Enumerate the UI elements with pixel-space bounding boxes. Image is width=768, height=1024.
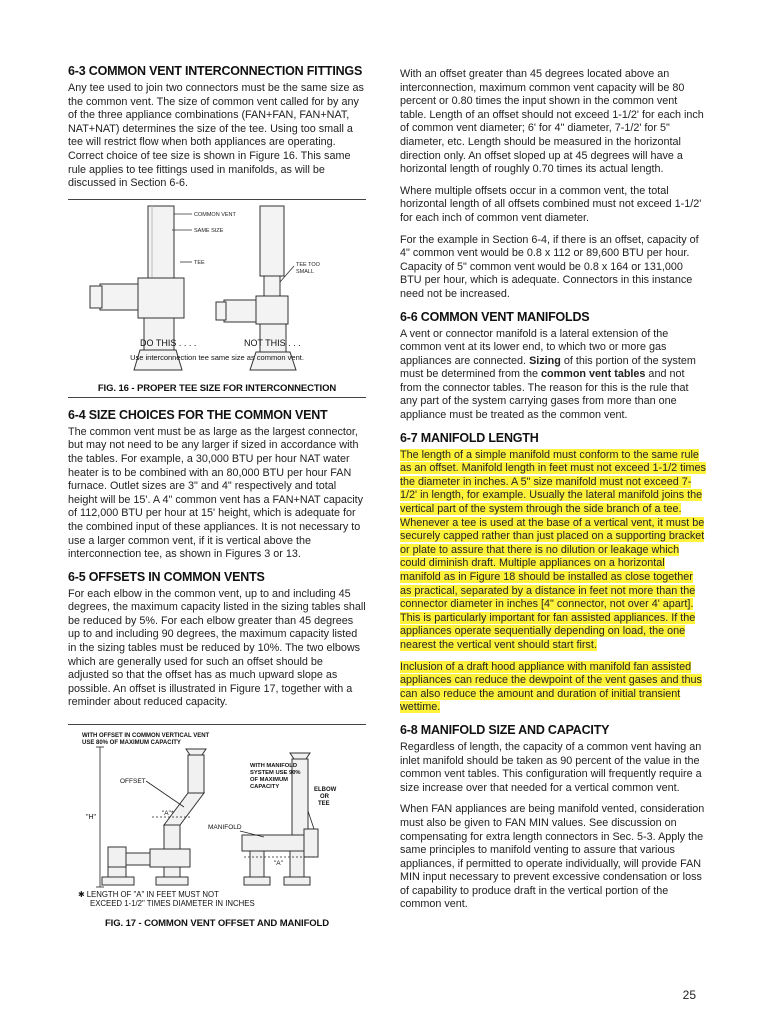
section-6-8-heading: 6-8 MANIFOLD SIZE AND CAPACITY [400, 722, 610, 737]
fig17-note-line2: EXCEED 1-1/2" TIMES DIAMETER IN INCHES [90, 899, 255, 909]
fig16-do-this: DO THIS . . . . [140, 337, 197, 348]
fig17-title-line1: WITH OFFSET IN COMMON VERTICAL VENT [82, 733, 210, 740]
figure-16-caption: FIG. 16 - PROPER TEE SIZE FOR INTERCONNECTION [97, 382, 337, 394]
fig16-not-this: NOT THIS . . . [244, 337, 301, 348]
page-number: 25 [682, 988, 696, 1002]
figure-16-bottom-rule [68, 397, 366, 398]
section-6-5-heading: 6-5 OFFSETS IN COMMON VENTS [68, 569, 265, 584]
left-column [68, 64, 366, 929]
fig16-label-tee-too: TEE TOO [296, 261, 320, 268]
fig17-label-offset: OFFSET [120, 778, 146, 786]
fig17-label-elbow: ELBOW [314, 787, 337, 794]
fig17-label-manifold: MANIFOLD [208, 824, 242, 832]
highlight-6-7-p1: The length of a simple manifold must conform to the same rule as an offset. Manifold length in feet must not exceed 1-1/2 times the diameter in inches. A 5" size manifold must not exceed 7-1/2' in length, for example. Usually the lateral manifold joins the vertical part of the system through the side branch of a tee. Whenever a tee is used at the base of a vertical vent, it must be securely capped rather than just placed on a supporting bracket or plate to assure that there is no dilution or leakage which could diminish draft. Multiple appliances on a horizontal manifold as in Figure 18 should be installed as close together as practical, separated by a distance in feet not more than the connector diameter in inches [4" connector, not over 4' apart]. This is particularly important for fan assisted appliances. If the appliances operate sequentially depending on load, the one nearest the vertical vent should start first. [400, 448, 706, 651]
fig16-label-tee: TEE [194, 259, 205, 266]
section-6-5-body: For each elbow in the common vent, up to and including 45 degrees, the maximum capacity listed in the sizing tables shall be reduced by 5%. For each elbow greater than 45 degrees up to and including 90 degrees, the maximum capacity listed in the sizing tables must be reduced by 10%. The two elbows which are generally used for such an offset should be adjusted so that the offset has as much upward slope as possible. An offset is illustrated in Figure 17, together with a reminder about reduced capacity. [68, 587, 366, 709]
section-6-8-p1: Regardless of length, the capacity of a common vent having an inlet manifold should be taken as 90 percent of the value in the common vent tables. This configuration will frequently require a size increase over that needed for a vertical common vent. [400, 740, 702, 794]
right-intro-p3: For the example in Section 6-4, if there is an offset, capacity of 4" common vent would be 0.8 x 112 or 89,600 BTU per hour. Capacity of 5" common vent would be 0.8 x 164 or 131,000 BTU per hour, which is adequate. Connectors in this instance need not be increased. [400, 233, 699, 300]
fig17-manifold-line2: SYSTEM USE 90% [250, 770, 301, 777]
section-6-7-p2 [400, 661, 706, 715]
s66-bold-sizing: Sizing [529, 354, 561, 367]
right-column [400, 68, 706, 920]
right-intro-p2: Where multiple offsets occur in a common vent, the total horizontal length of all offsets combined must not exceed 1-1/2' for each inch of common vent diameter. [400, 184, 702, 224]
right-intro-p1: With an offset greater than 45 degrees located above an interconnection, maximum common vent capacity will be 80 percent or 0.80 times the input shown in the common vent table. Length of an offset should not exceed 1-1/2' for each inch of common vent diameter; 6' for 4" diameter, 7-1/2' for 5" diameter, etc. Length should be measured in the horizontal direction only. An offset sloped up at 45 degrees will have a horizontal length of roughly 0.70 times its actual length. [400, 68, 704, 176]
fig17-label-tee: TEE [318, 801, 330, 808]
fig17-manifold-line1: WITH MANIFOLD [250, 763, 298, 770]
s66-text-c: and not from the connector tables. The reason for this is the rule that any part of the system carrying gases from more than one appliance must be treated as the common vent. [400, 368, 689, 422]
section-6-6-body [400, 328, 706, 423]
section-6-7-heading: 6-7 MANIFOLD LENGTH [400, 430, 539, 445]
figure-17-caption: FIG. 17 - COMMON VENT OFFSET AND MANIFOLD [104, 918, 330, 930]
section-6-7-p1 [400, 449, 706, 653]
section-6-3-heading: 6-3 COMMON VENT INTERCONNECTION FITTINGS [68, 64, 363, 78]
fig16-label-same-size: SAME SIZE [194, 227, 224, 234]
fig16-note: Use interconnection tee same size as common vent. [130, 352, 304, 362]
fig17-manifold-line4: CAPACITY [250, 784, 280, 791]
fig16-label-small: SMALL [296, 268, 315, 275]
s66-text-a: A vent or connector manifold is a lateral extension of the common vent at its lower end, to which two or more gas appliances are connected. [400, 327, 669, 367]
section-6-4-heading: 6-4 SIZE CHOICES FOR THE COMMON VENT [68, 407, 328, 422]
section-6-4-body: The common vent must be as large as the largest connector, but may not need to be any larger if sized in accordance with the tables. For example, a 30,000 BTU per hour NAT water heater is to be combined with an 80,000 BTU per hour FAN furnace. Outlet sizes are 3" and 4" respectively and total height will be 15'. A 4" common vent has a FAN+NAT capacity of 112,000 BTU per hour at 15' height, which is adequate for the combined input of these appliances. It is not necessary to use a larger common vent, if it is vertical above the interconnection tee, as shown in Figures 3 or 13. [68, 425, 364, 561]
fig16-label-common-vent: COMMON VENT [194, 211, 236, 218]
fig17-label-a: "A" [274, 860, 283, 868]
figure-16 [68, 200, 366, 383]
fig17-manifold-line3: OF MAXIMUM [250, 777, 288, 784]
section-6-8-p2: When FAN appliances are being manifold vented, consideration must also be given to FAN MIN values. See discussion on compensating for extra length connectors in Sec. 5-3. Apply the same principles to manifold venting to assure that various appliances, if permitted to operate individually, will provide FAN MIN input necessary to prevent excessive condensation or loss of capability to produce draft in the vertical portion of the common vent. [400, 803, 705, 911]
figure-17-drawing [68, 725, 366, 911]
fig17-label-a-star: "A"* [162, 810, 174, 818]
fig17-title-line2: USE 80% OF MAXIMUM CAPACITY [82, 740, 181, 747]
s66-bold-common-vent-tables: common vent tables [541, 368, 646, 381]
figure-16-drawing [68, 200, 366, 378]
figure-17 [68, 725, 366, 916]
highlight-6-7-p2: Inclusion of a draft hood appliance with manifold fan assisted appliances can reduce the dewpoint of the vent gases and thus can also reduce the amount and duration of initial transient wettime. [400, 660, 702, 714]
section-6-6-heading: 6-6 COMMON VENT MANIFOLDS [400, 309, 590, 324]
section-6-3-body: Any tee used to join two connectors must be the same size as the common vent. The size of common vent called for by any of the three appliance combinations (FAN+FAN, FAN+NAT, NAT+NAT) determines the size of the tee. Using too small a tee will restrict flow when both appliances are operating. Correct choice of tee size is shown in Figure 16. This same rule applies to tee fittings used in manifolds, as will be discussed in Section 6-6. [68, 82, 364, 190]
s66-text-b: of this portion of the system must be determined from the [400, 354, 696, 381]
fig17-label-h: "H" [86, 814, 97, 822]
fig17-note-line1: ✱ LENGTH OF "A" IN FEET MUST NOT [78, 890, 219, 900]
fig17-label-or: OR [320, 794, 329, 801]
